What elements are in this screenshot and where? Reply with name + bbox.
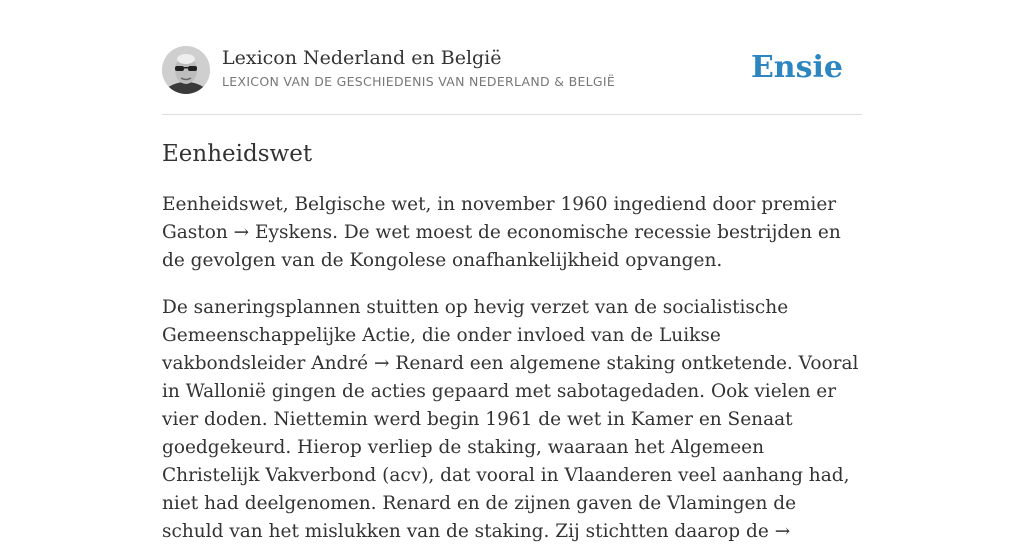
site-subtitle: LEXICON VAN DE GESCHIEDENIS VAN NEDERLAND & BELGIË bbox=[222, 74, 616, 89]
avatar[interactable] bbox=[162, 46, 210, 94]
page-container bbox=[162, 0, 862, 546]
entry-title: Eenheidswet bbox=[162, 141, 313, 167]
author-photo-icon bbox=[162, 46, 210, 94]
paragraph-text: . De wet moest de economische recessie bestrijden en de gevolgen van de Kongolese onafhankelijkheid opvangen. bbox=[162, 222, 841, 271]
site-title[interactable]: Lexicon Nederland en België bbox=[222, 47, 502, 69]
ensie-logo-link[interactable]: Ensie bbox=[750, 50, 843, 85]
paragraph-text: een algemene staking ontketende. Vooral in Wallonië gingen de acties gepaard met sabotagedaden. Ook vielen er vier doden. Niettemin werd begin 1961 de wet in Kamer en Senaat goedgekeurd. Hierop verliep de staking, waaraan het Algemeen Christelijk Vakverbond (acv), dat vooral in Vlaanderen veel aanhang had, niet had deelgenomen. Renard en de zijnen gaven de Vlamingen de schuld van het mislukken van de staking. Zij stichtten daarop de bbox=[162, 353, 859, 542]
entry-paragraph-1 bbox=[162, 191, 862, 275]
entry-paragraph-2 bbox=[162, 294, 862, 546]
link-cross-reference[interactable]: → bbox=[774, 521, 791, 542]
link-renard[interactable]: → Renard bbox=[374, 353, 464, 374]
site-header bbox=[162, 0, 862, 115]
link-eyskens[interactable]: → Eyskens bbox=[233, 222, 333, 243]
paragraph-text: De saneringsplannen stuitten op hevig verzet van de socialistische Gemeenschappelijke Actie, die onder invloed van de Luikse vakbondsleider André bbox=[162, 297, 789, 374]
paragraph-text: Eenheidswet, Belgische wet, in november 1960 ingediend door premier Gaston bbox=[162, 194, 837, 243]
